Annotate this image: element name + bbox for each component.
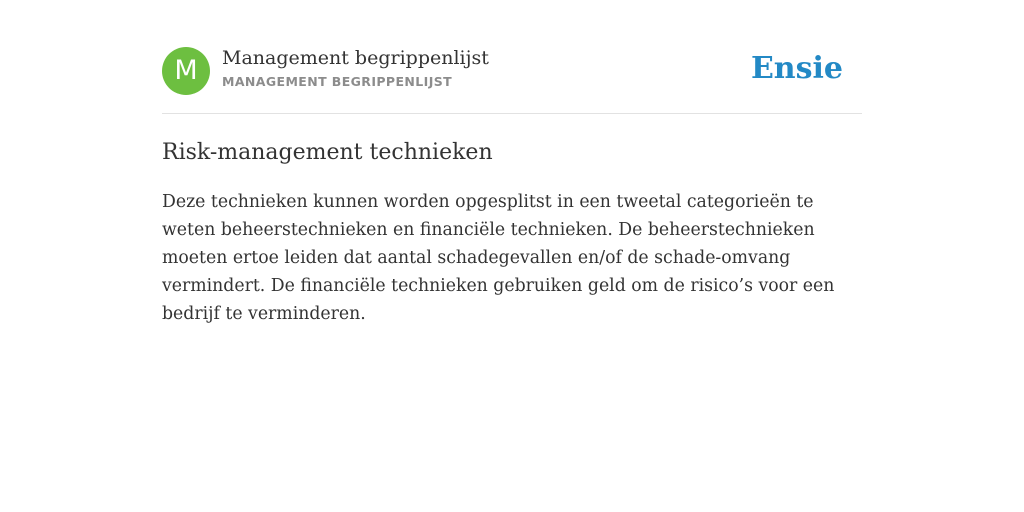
term-heading: Risk-management technieken [162, 140, 493, 165]
definition-card [162, 0, 862, 328]
list-title-link[interactable]: Management begrippenlijst [222, 47, 489, 69]
avatar[interactable]: M [162, 47, 210, 95]
brand-logo[interactable]: Ensie [750, 51, 843, 86]
list-subtitle: MANAGEMENT BEGRIPPENLIJST [222, 74, 453, 89]
card-header [162, 0, 862, 114]
definition-text: Deze technieken kunnen worden opgesplitst in een tweetal categorieën te weten beheerstechnieken en financiële technieken. De beheerstechnieken moeten ertoe leiden dat aantal schadegevallen en/of de schade-omvang vermindert. De financiële technieken gebruiken geld om de risico’s voor een bedrijf te verminderen. [162, 192, 835, 324]
list-title-block [222, 44, 489, 92]
